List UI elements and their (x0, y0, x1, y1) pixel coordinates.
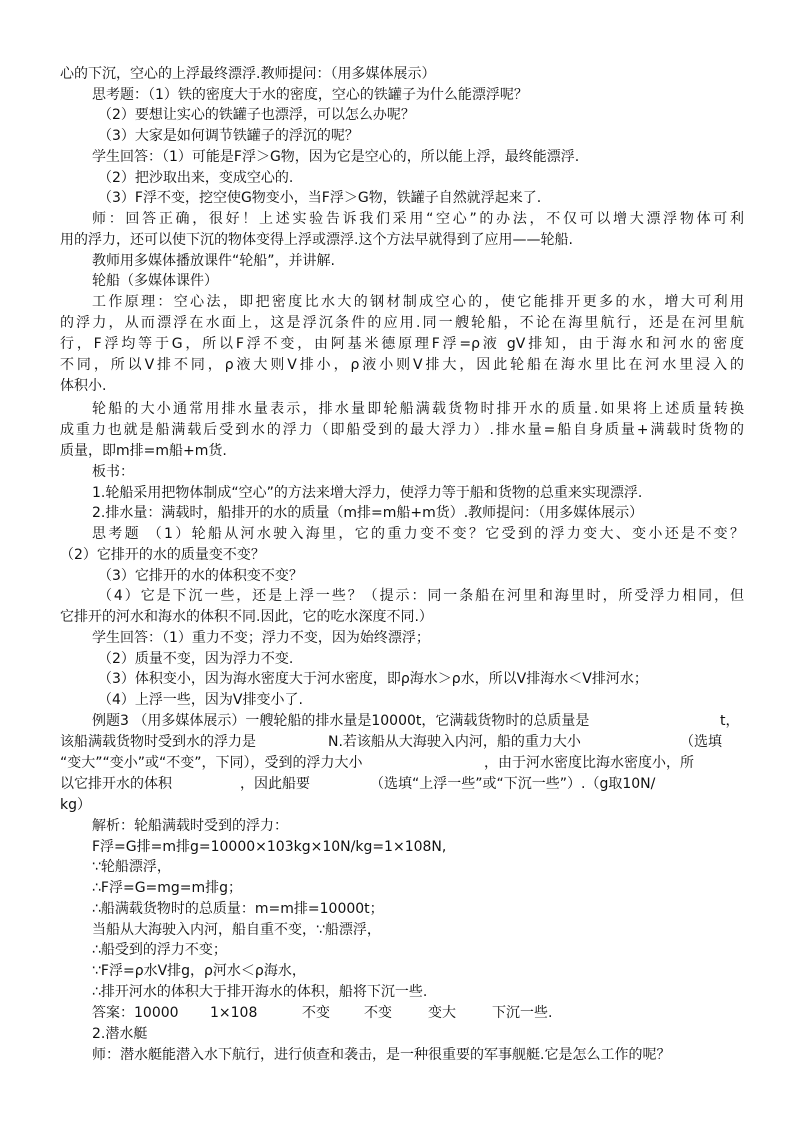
question-text: 该船满载货物时受到水的浮力是 (60, 734, 256, 750)
text-line: （3）体积变小，因为海水密度大于河水密度，即ρ海水＞ρ水，所以V排海水＜V排河水； (98, 671, 648, 687)
text-line: 2.排水量：满载时，船排开的水的质量（m排=m船+m货）.教师提问：（用多媒体展示） (92, 505, 644, 521)
text-line: （4）它是下沉一些，还是上浮一些？（提示：同一条船在河里和海里时，所受浮力相同，但 (98, 588, 744, 604)
question-text: （选填 (680, 734, 722, 750)
text-line: （2）质量不变，因为浮力不变. (98, 651, 294, 667)
text-line: 师：回答正确，很好！上述实验告诉我们采用“空心”的办法，不仅可以增大漂浮物体可利 (92, 211, 744, 227)
text-line: 它排开的河水和海水的体积不同.因此，它的吃水深度不同.） (60, 609, 433, 625)
text-line: 用的浮力，还可以使下沉的物体变得上浮或漂浮.这个方法早就得到了应用——轮船. (60, 232, 573, 248)
answer-label: 答案：10000 (92, 1005, 179, 1021)
section-heading: 板书： (92, 464, 134, 480)
question-text: t， (720, 713, 740, 729)
text-line: F浮=G排=m排g=10000×103kg×10N/kg=1×108N, (92, 839, 447, 855)
section-heading: 2.潜水艇 (92, 1026, 148, 1042)
text-line: （3）F浮不变，挖空使G物变小，当F浮＞G物，铁罐子自然就浮起来了. (98, 190, 542, 206)
section-heading: 轮船（多媒体课件） (92, 273, 218, 289)
question-text: 以它排开水的体积 (60, 776, 172, 792)
question-text: N.若该船从大海驶入内河，船的重力大小 (328, 734, 581, 750)
text-line: 学生回答：（1）可能是F浮＞G物，因为它是空心的，所以能上浮，最终能漂浮. (92, 149, 580, 165)
question-text: （选填“上浮一些”或“下沉一些”）.（g取10N/ (370, 776, 656, 792)
text-line: ∴船受到的浮力不变； (92, 942, 227, 958)
text-line: ∴船满载货物时的总质量：m=m排=10000t； (92, 901, 384, 917)
question-text: ，由于河水密度比海水密度小，所 (484, 755, 694, 771)
text-line: 教师用多媒体播放课件“轮船”，并讲解. (92, 253, 335, 269)
text-line: 思考题：（1）铁的密度大于水的密度，空心的铁罐子为什么能漂浮呢？ (92, 87, 528, 103)
text-line: （2）把沙取出来，变成空心的. (98, 170, 294, 186)
text-line: 的浮力，从而漂浮在水面上，这是浮沉条件的应用.同一艘轮船，不论在海里航行，还是在河里航 (60, 315, 744, 331)
question-text: “变大”“变小”或“不变”，下同），受到的浮力大小 (60, 755, 363, 771)
text-line: 思考题 （1）轮船从河水驶入海里，它的重力变不变？它受到的浮力变大、变小还是不变？ (92, 526, 744, 542)
answer-value: 不变 (364, 1005, 392, 1021)
text-line: ∴F浮=G=mg=m排g； (92, 880, 243, 896)
text-line: ∵F浮=ρ水V排g，ρ河水＜ρ海水， (92, 963, 306, 979)
text-line: 工作原理：空心法，即把密度比水大的钢材制成空心的，使它能排开更多的水，增大可利用 (92, 294, 744, 310)
answer-line (92, 1002, 744, 1024)
text-line: 成重力也就是船满载后受到水的浮力（即船受到的最大浮力）.排水量=船自身质量+满载时货物的 (60, 422, 744, 438)
text-line: 解析：轮船满载时受到的浮力： (92, 818, 288, 834)
text-line: kg） (60, 797, 91, 813)
answer-value: 下沉一些. (492, 1005, 553, 1021)
text-line: （3）它排开的水的体积变不变？ (98, 568, 303, 584)
text-line: 当船从大海驶入内河，船自重不变，∵船漂浮， (92, 922, 381, 938)
text-line: 1.轮船采用把物体制成“空心”的方法来增大浮力，使浮力等于船和货物的总重来实现漂浮. (92, 485, 643, 501)
text-line: （3）大家是如何调节铁罐子的浮沉的呢？ (98, 128, 359, 144)
text-line: 心的下沉，空心的上浮最终漂浮.教师提问：（用多媒体展示） (60, 66, 436, 82)
text-line: ∵轮船漂浮， (92, 859, 171, 875)
text-line: （2）它排开的水的质量变不变？ (60, 547, 265, 563)
question-text: ，因此船要 (240, 776, 310, 792)
text-line: 行，F浮均等于G，所以F浮不变，由阿基米德原理F浮=ρ液 gV排知，由于海水和河水的密度 (60, 336, 744, 352)
text-line: 学生回答：（1）重力不变；浮力不变，因为始终漂浮； (92, 630, 430, 646)
text-line: 不同，所以V排不同，ρ液大则V排小，ρ液小则V排大，因此轮船在海水里比在河水里浸入的 (60, 357, 744, 373)
text-line: ∴排开河水的体积大于排开海水的体积，船将下沉一些. (92, 984, 428, 1000)
text-line: （4）上浮一些，因为V排变小了. (98, 692, 303, 708)
text-line: 体积小. (60, 378, 107, 394)
answer-value: 1×108 (210, 1005, 258, 1021)
question-line (60, 773, 744, 795)
question-text: 例题3 （用多媒体展示）一艘轮船的排水量是10000t，它满载货物时的总质量是 (92, 713, 590, 729)
text-line: 轮船的大小通常用排水量表示，排水量即轮船满载货物时排开水的质量.如果将上述质量转换 (92, 401, 744, 417)
question-line (60, 752, 744, 774)
text-line: 师：潜水艇能潜入水下航行，进行侦查和袭击，是一种很重要的军事舰艇.它是怎么工作的呢？ (92, 1047, 671, 1063)
answer-value: 变大 (428, 1005, 456, 1021)
question-line (92, 710, 744, 732)
answer-value: 不变 (302, 1005, 330, 1021)
text-line: 质量，即m排=m船+m货. (60, 443, 227, 459)
question-line (60, 731, 744, 753)
text-line: （2）要想让实心的铁罐子也漂浮，可以怎么办呢？ (98, 107, 415, 123)
